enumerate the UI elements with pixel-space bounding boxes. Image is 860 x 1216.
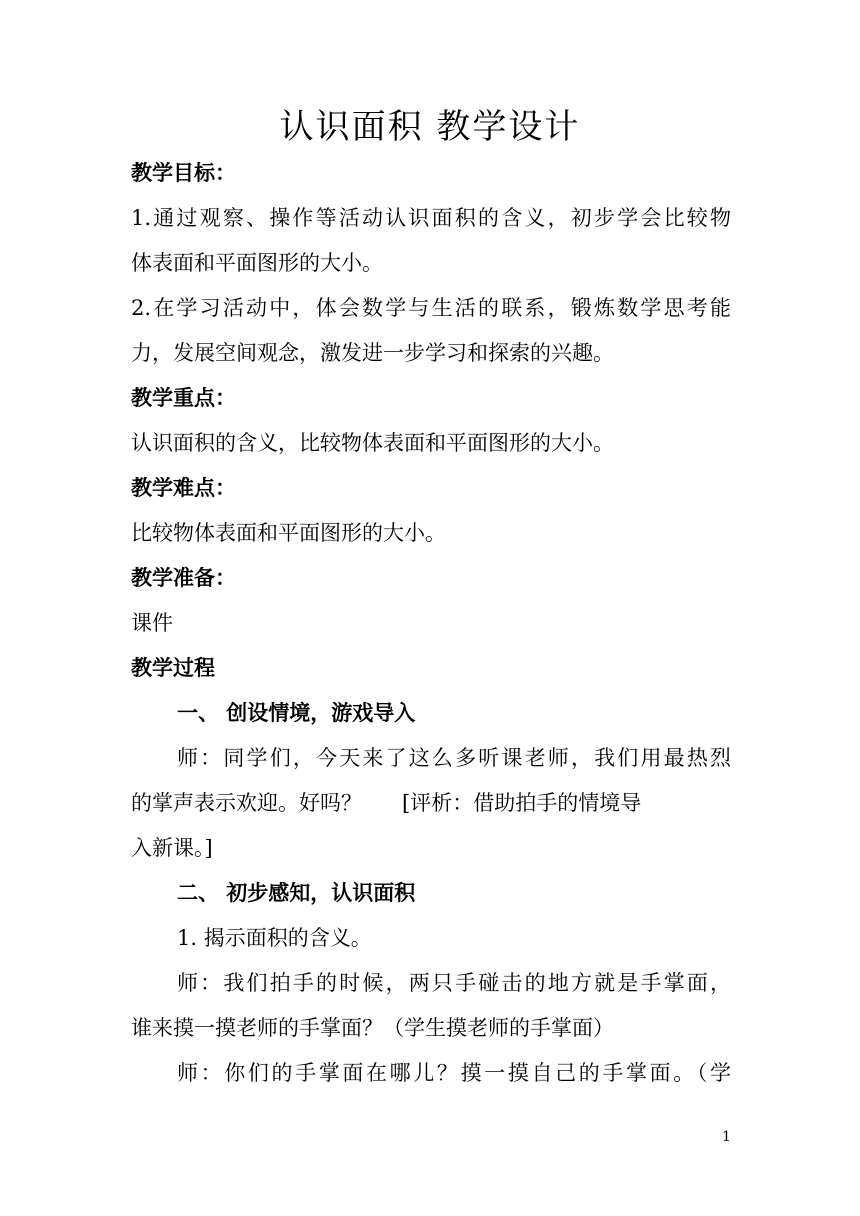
heading-objectives: 教学目标：: [131, 161, 236, 185]
section-1-para-line-3: 入新课。]: [131, 836, 213, 860]
objective-2-line-2: 力，发展空间观念，激发进一步学习和探索的兴趣。: [131, 341, 614, 365]
heading-key-points: 教学重点：: [131, 386, 236, 410]
heading-preparation: 教学准备：: [131, 566, 236, 590]
page-number: 1: [722, 1129, 731, 1145]
section-2-para-2-line-1: 师：你们的手掌面在哪儿？摸一摸自己的手掌面。（学: [177, 1061, 731, 1085]
heading-process: 教学过程: [131, 656, 215, 680]
objective-1-line-1: 1.通过观察、操作等活动认识面积的含义，初步学会比较物: [131, 206, 731, 230]
key-points-text: 认识面积的含义，比较物体表面和平面图形的大小。: [131, 431, 614, 455]
section-2-para-1-line-2: 谁来摸一摸老师的手掌面？（学生摸老师的手掌面）: [131, 1016, 614, 1040]
section-2-item-1: 1. 揭示面积的含义。: [177, 926, 372, 950]
document-title: 认识面积 教学设计: [279, 107, 581, 147]
preparation-text: 课件: [131, 611, 173, 635]
heading-difficulties: 教学难点：: [131, 476, 236, 500]
section-1-para-line-1: 师：同学们，今天来了这么多听课老师，我们用最热烈: [177, 746, 731, 770]
section-1-heading: 一、 创设情境，游戏导入: [177, 701, 416, 725]
objective-1-line-2: 体表面和平面图形的大小。: [131, 251, 383, 275]
objective-2-line-1: 2.在学习活动中，体会数学与生活的联系，锻炼数学思考能: [131, 296, 731, 320]
section-2-heading: 二、 初步感知，认识面积: [177, 881, 416, 905]
difficulties-text: 比较物体表面和平面图形的大小。: [131, 521, 446, 545]
section-1-para-line-2: 的掌声表示欢迎。好吗？ [评析：借助拍手的情境导: [131, 791, 642, 815]
section-2-para-1-line-1: 师：我们拍手的时候，两只手碰击的地方就是手掌面，: [177, 971, 731, 995]
